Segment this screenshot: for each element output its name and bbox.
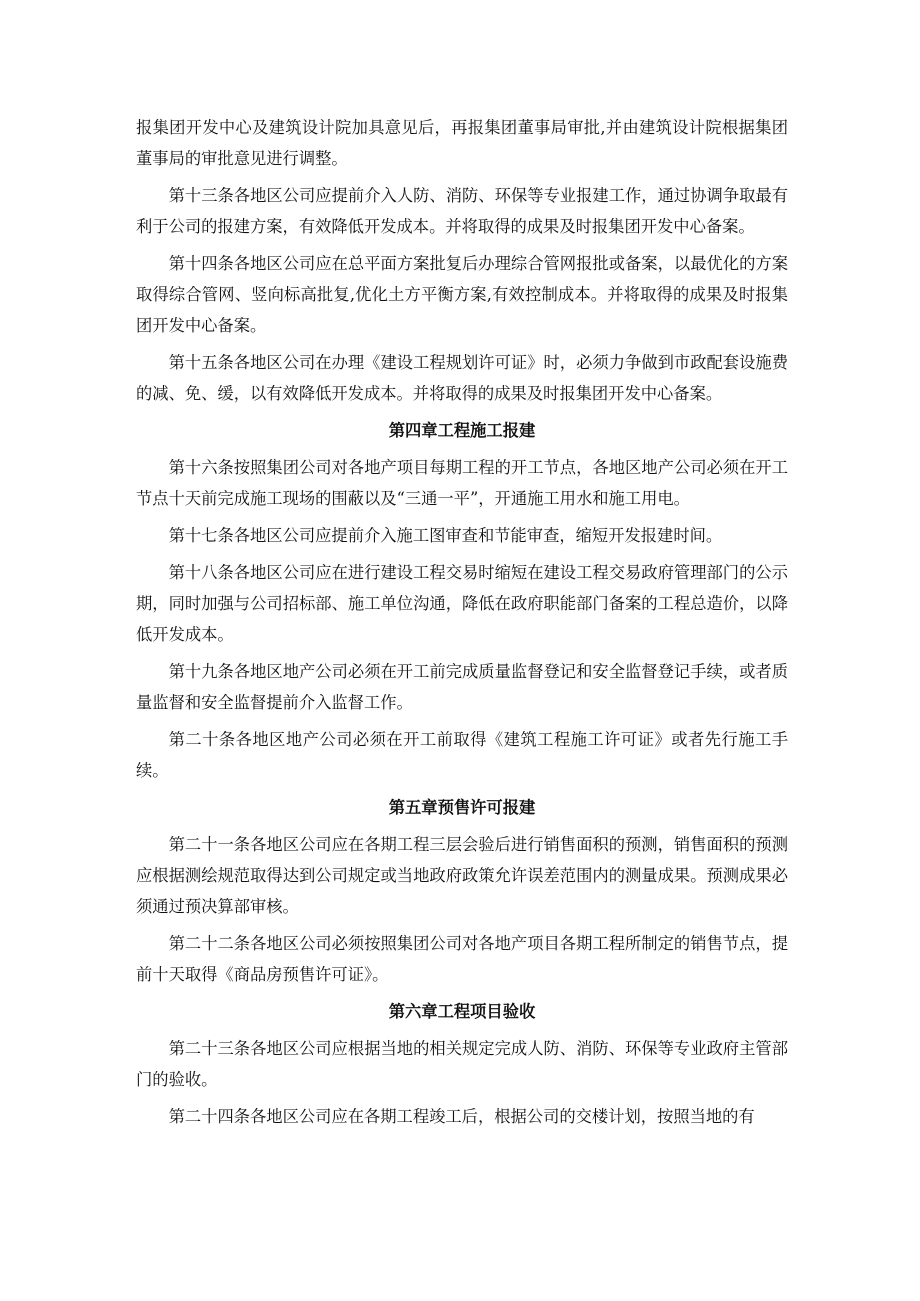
document-body (136, 112, 788, 1138)
paragraph-article-18: 第十八条各地区公司应在进行建设工程交易时缩短在建设工程交易政府管理部门的公示期，同时加强与公司招标部、施工单位沟通，降低在政府职能部门备案的工程总造价，以降低开发成本。 (136, 563, 788, 644)
paragraph-article-24: 第二十四条各地区公司应在各期工程竣工后，根据公司的交楼计划，按照当地的有 (168, 1107, 755, 1126)
paragraph-article-15: 第十五条各地区公司在办理《建设工程规划许可证》时，必须力争做到市政配套设施费的减、免、缓，以有效降低开发成本。并将取得的成果及时报集团开发中心备案。 (136, 353, 788, 403)
paragraph-article-23: 第二十三条各地区公司应根据当地的相关规定完成人防、消防、环保等专业政府主管部门的验收。 (136, 1039, 788, 1089)
paragraph-article-17: 第十七条各地区公司应提前介入施工图审查和节能审查，缩短开发报建时间。 (168, 526, 723, 545)
paragraph-article-19: 第十九条各地区地产公司必须在开工前完成质量监督登记和安全监督登记手续，或者质量监督和安全监督提前介入监督工作。 (136, 662, 788, 712)
paragraph-article-16: 第十六条按照集团公司对各地产项目每期工程的开工节点，各地区地产公司必须在开工节点十天前完成施工现场的围蔽以及“三通一平”，开通施工用水和施工用电。 (136, 458, 788, 508)
chapter-heading-4: 第四章工程施工报建 (388, 421, 536, 440)
paragraph-article-20: 第二十条各地区地产公司必须在开工前取得《建筑工程施工许可证》或者先行施工手续。 (136, 730, 788, 780)
chapter-heading-6: 第六章工程项目验收 (388, 1002, 536, 1021)
paragraph-article-21: 第二十一条各地区公司应在各期工程三层会验后进行销售面积的预测，销售面积的预测应根据测绘规范取得达到公司规定或当地政府政策允许误差范围内的测量成果。预测成果必须通过预决算部审核。 (136, 835, 788, 916)
paragraph-article-13: 第十三条各地区公司应提前介入人防、消防、环保等专业报建工作，通过协调争取最有利于公司的报建方案，有效降低开发成本。并将取得的成果及时报集团开发中心备案。 (136, 186, 788, 236)
paragraph-continuation: 报集团开发中心及建筑设计院加具意见后，再报集团董事局审批,并由建筑设计院根据集团董事局的审批意见进行调整。 (136, 118, 788, 168)
paragraph-article-22: 第二十二条各地区公司必须按照集团公司对各地产项目各期工程所制定的销售节点，提前十天取得《商品房预售许可证》。 (136, 934, 788, 984)
chapter-heading-5: 第五章预售许可报建 (388, 798, 536, 817)
paragraph-article-14: 第十四条各地区公司应在总平面方案批复后办理综合管网报批或备案，以最优化的方案取得综合管网、竖向标高批复,优化土方平衡方案,有效控制成本。并将取得的成果及时报集团开发中心备案。 (136, 254, 788, 335)
